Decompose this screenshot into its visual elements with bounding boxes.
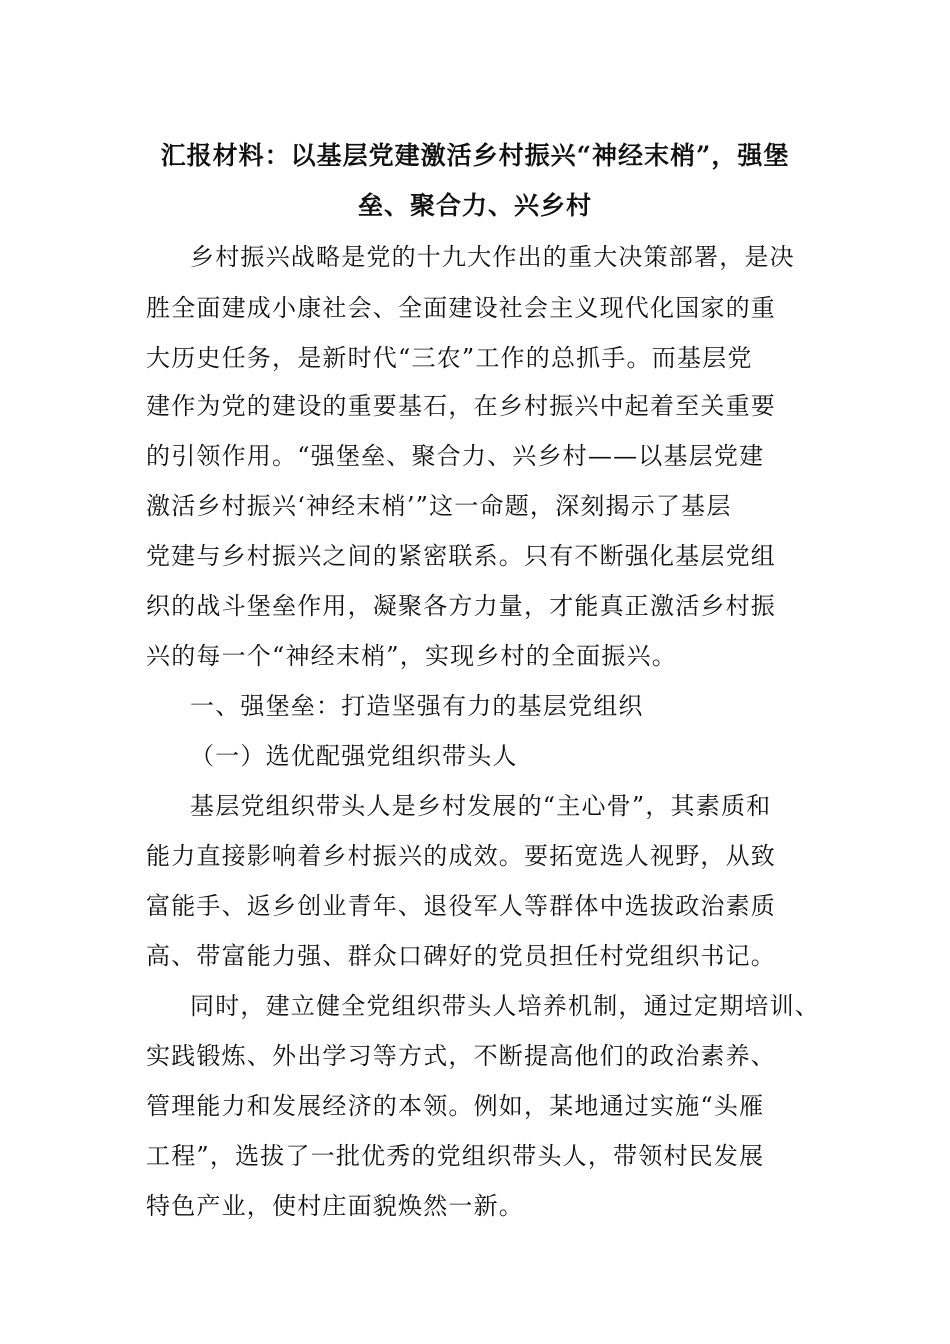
section-heading: 一、强堡垒：打造坚强有力的基层党组织 bbox=[190, 692, 644, 720]
intro-line: 激活乡村振兴‘神经末梢’”这一命题，深刻揭示了基层 bbox=[146, 492, 732, 520]
paragraph-line: 管理能力和发展经济的本领。例如，某地通过实施“头雁 bbox=[146, 1092, 765, 1120]
intro-line: 大历史任务，是新时代“三农”工作的总抓手。而基层党 bbox=[146, 344, 753, 372]
paragraph-line: 富能手、返乡创业青年、退役军人等群体中选拔政治素质 bbox=[146, 892, 776, 920]
paragraph-line: 能力直接影响着乡村振兴的成效。要拓宽选人视野，从致 bbox=[146, 842, 776, 870]
paragraph-line: 实践锻炼、外出学习等方式，不断提高他们的政治素养、 bbox=[146, 1042, 776, 1070]
document-title-line-2: 垒、聚合力、兴乡村 bbox=[357, 191, 592, 220]
intro-line: 织的战斗堡垒作用，凝聚各方力量，才能真正激活乡村振 bbox=[146, 592, 776, 620]
intro-line: 胜全面建成小康社会、全面建设社会主义现代化国家的重 bbox=[146, 294, 776, 322]
intro-line: 建作为党的建设的重要基石，在乡村振兴中起着至关重要 bbox=[146, 392, 776, 420]
intro-line: 乡村振兴战略是党的十九大作出的重大决策部署，是决 bbox=[190, 243, 795, 271]
subsection-heading: （一）选优配强党组织带头人 bbox=[190, 742, 518, 770]
paragraph-line: 高、带富能力强、群众口碑好的党员担任村党组织书记。 bbox=[146, 942, 776, 970]
paragraph-line: 同时，建立健全党组织带头人培养机制，通过定期培训、 bbox=[190, 992, 820, 1020]
paragraph-line: 基层党组织带头人是乡村发展的“主心骨”，其素质和 bbox=[190, 792, 772, 820]
intro-line: 的引领作用。“强堡垒、聚合力、兴乡村——以基层党建 bbox=[146, 442, 765, 470]
intro-line: 兴的每一个“神经末梢”，实现乡村的全面振兴。 bbox=[146, 642, 677, 670]
document-title-line-1: 汇报材料：以基层党建激活乡村振兴“神经末梢”，强堡 bbox=[160, 141, 790, 170]
paragraph-line: 特色产业，使村庄面貌焕然一新。 bbox=[146, 1192, 524, 1220]
intro-line: 党建与乡村振兴之间的紧密联系。只有不断强化基层党组 bbox=[146, 542, 776, 570]
paragraph-line: 工程”，选拔了一批优秀的党组织带头人，带领村民发展 bbox=[146, 1142, 765, 1170]
